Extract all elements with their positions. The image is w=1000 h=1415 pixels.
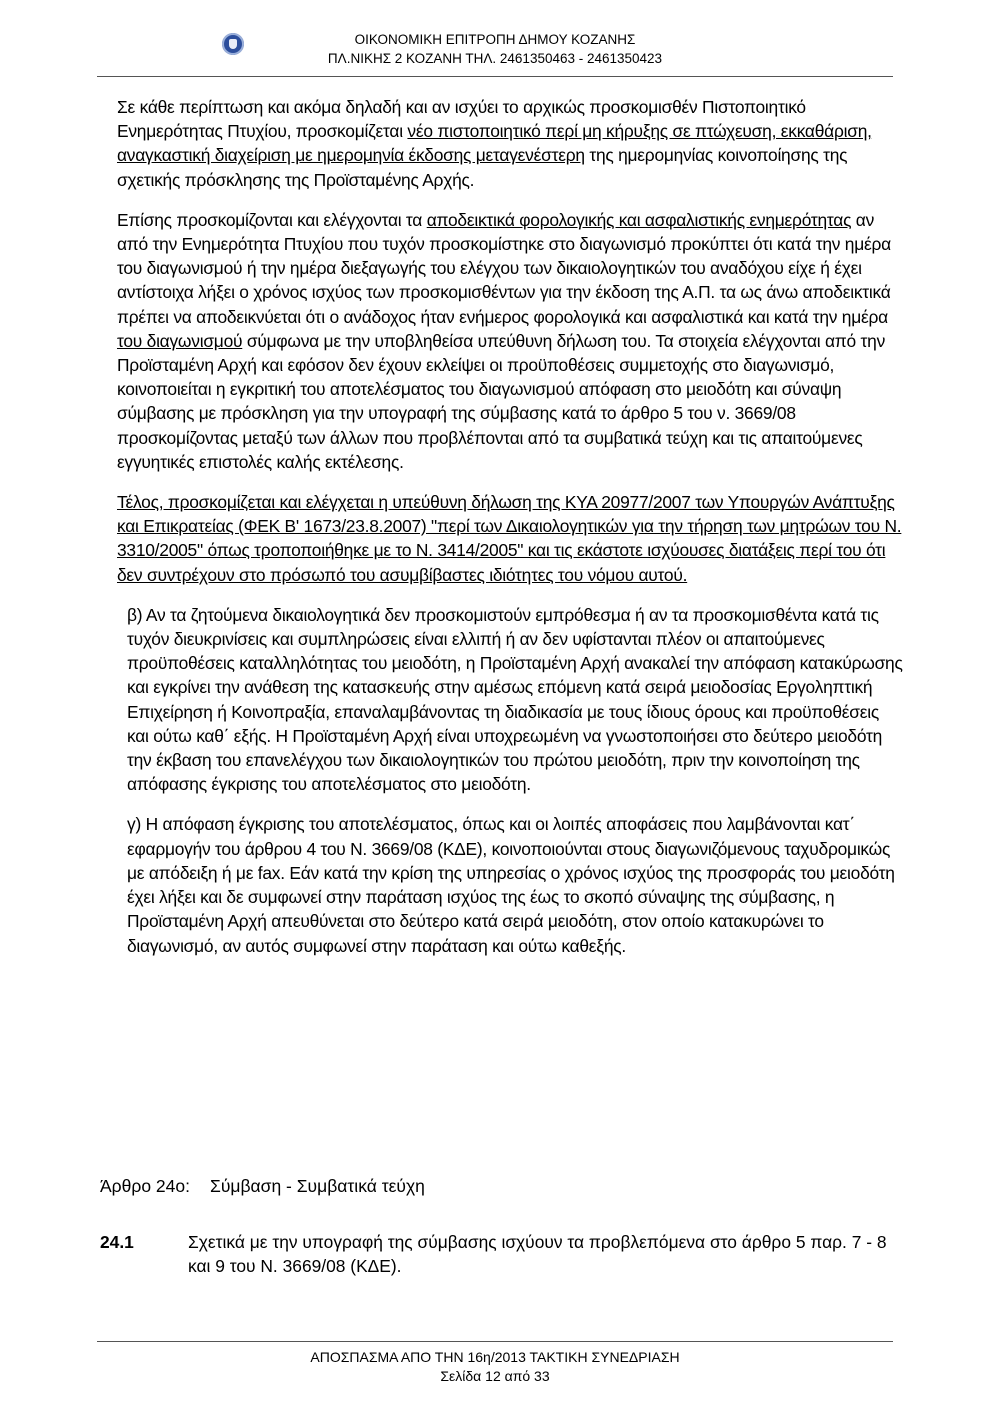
subsection	[100, 1230, 905, 1278]
paragraph-c: γ) Η απόφαση έγκρισης του αποτελέσματος, όπως και οι λοιπές αποφάσεις που λαμβάνονται κατ΄ εφαρμογήν του άρθρου 4 του Ν. 3669/08 (ΚΔΕ), κοινοποιούνται στους διαγωνιζόμενους ταχυδρομικώς με απόδειξη ή με fax. Εάν κατά την κρίση της υπηρεσίας ο χρόνος ισχύος της προσφοράς του μειοδότη έχει λήξει και δε συμφωνεί στην παράταση ισχύος της έως το σκοπό σύναψης της σύμβασης, η Προϊσταμένη Αρχή απευθύνεται στο δεύτερο κατά σειρά μειοδότη, στον οποίο κατακυρώνει το διαγωνισμό, αν αυτός συμφωνεί στην παράταση και ούτω καθεξής.	[127, 814, 895, 956]
footer-divider	[97, 1341, 893, 1342]
underlined-text: αποδεικτικά φορολογικής και ασφαλιστικής ενημερότητας	[426, 209, 852, 230]
page-number: Σελίδα 12 από 33	[440, 1368, 550, 1384]
paragraph-tax-insurance	[117, 208, 903, 474]
paragraph-b: β) Αν τα ζητούμενα δικαιολογητικά δεν προσκομιστούν εμπρόθεσμα ή αν τα προσκομισθέντα κατά τις τυχόν διευκρινίσεις και συμπληρώσεις είναι ελλιπή ή αν δεν υφίστανται πλέον οι απαιτούμενες προϋποθέσεις καταλληλότητας του μειοδότη, η Προϊσταμένη Αρχή ανακαλεί την απόφαση κατακύρωσης και εγκρίνει την ανάθεση της κατασκευής στην αμέσως επόμενη κατά σειρά μειοδοσίας Εργοληπτική Επιχείρηση ή Κοινοπραξία, επαναλαμβάνοντας τη διαδικασία με τους ίδιους όρους και προϋποθέσεις και ούτω καθ΄ εξής. Η Προϊσταμένη Αρχή είναι υποχρεωμένη να γνωστοποιήσει στο δεύτερο μειοδότη την έκβαση του επανελέγχου των δικαιολογητικών του πρώτου μειοδότη, πριν την κοινοποίηση της απόφασης έγκρισης του αποτελέσματος στο μειοδότη.	[127, 604, 903, 795]
page-header	[95, 30, 895, 68]
paragraph-declaration	[117, 490, 903, 587]
article-number: Άρθρο 24ο:	[100, 1176, 190, 1196]
underlined-text: του διαγωνισμού	[117, 330, 243, 351]
header-line-1: ΟΙΚΟΝΟΜΙΚΗ ΕΠΙΤΡΟΠΗ ΔΗΜΟΥ ΚΟΖΑΝΗΣ	[354, 32, 636, 47]
text-run: Σε κάθε περίπτωση και ακόμα δηλαδή και αν ισχύει το αρχικώς προσκομισθέν Πιστοποιητικό Ενημερότητας Πτυχίου, προσκομίζεται	[117, 97, 806, 142]
underlined-text: Τέλος, προσκομίζεται και ελέγχεται η υπεύθυνη δήλωση της ΚΥΑ 20977/2007 των Υπουργών Ανάπτυξης και Επικρατείας (ΦΕΚ Β' 1673/23.8.2007) "περί των Δικαιολογητικών για την τήρηση των μητρώων του Ν. 3310/2005" όπως τροποποιήθηκε με το Ν. 3414/2005" και τις εκάστοτε ισχύουσες διατάξεις περί του ότι δεν συντρέχουν στο πρόσωπό του ασυμβίβαστες ιδιότητες του νόμου αυτού.	[117, 492, 902, 585]
underlined-text: νέο πιστοποιητικό περί μη κήρυξης σε πτώχευση, εκκαθάριση, αναγκαστική διαχείριση με ημερομηνία έκδοσης μεταγενέστερη	[117, 121, 872, 166]
header-divider	[97, 76, 893, 77]
document-body	[117, 95, 903, 974]
text-run: σύμφωνα με την υποβληθείσα υπεύθυνη δήλωση του. Τα στοιχεία ελέγχονται από την Προϊσταμένη Αρχή και εφόσον δεν έχουν εκλείψει οι προϋποθέσεις συμμετοχής στο διαγωνισμό, κοινοποιείται η εγκριτική του αποτελέσματος του διαγωνισμού απόφαση στο μειοδότη και σύναψη σύμβασης με πρόσκληση για την υπογραφή της σύμβασης κατά το άρθρο 5 του ν. 3669/08 προσκομίζοντας μεταξύ των άλλων που προβλέπονται από τα συμβατικά τεύχη και τις απαιτούμενες εγγυητικές επιστολές καλής εκτέλεσης.	[117, 330, 886, 472]
coat-of-arms-icon	[222, 33, 244, 55]
text-run: αν από την Ενημερότητα Πτυχίου που τυχόν προσκομίστηκε στο διαγωνισμό προκύπτει ότι κατά την ημέρα του διαγωνισμού ή την ημέρα διεξαγωγής του ελέγχου των δικαιολογητικών του αναδόχου είχε ή έχει αντίστοιχα λήξει ο χρόνος ισχύος των προσκομισθέντων για την έκδοση της Α.Π. τα ως άνω αποδεικτικά πρέπει να αποδεικνύεται ότι ο ανάδοχος ήταν ενήμερος φορολογικά και ασφαλιστικά και κατά την ημέρα	[117, 209, 891, 327]
subsection-number: 24.1	[100, 1232, 134, 1252]
article-heading	[100, 1176, 425, 1197]
page-footer	[95, 1348, 895, 1386]
footer-line-1: ΑΠΟΣΠΑΣΜΑ ΑΠΟ ΤΗΝ 16η/2013 ΤΑΚΤΙΚΗ ΣΥΝΕΔΡΙΑΣΗ	[310, 1349, 680, 1365]
text-run: Επίσης προσκομίζονται και ελέγχονται τα	[117, 209, 427, 230]
article-title: Σύμβαση - Συμβατικά τεύχη	[210, 1176, 425, 1196]
header-line-2: ΠΛ.ΝΙΚΗΣ 2 ΚΟΖΑΝΗ ΤΗΛ. 2461350463 - 2461350423	[327, 51, 663, 66]
subsection-text: Σχετικά με την υπογραφή της σύμβασης ισχύουν τα προβλεπόμενα στο άρθρο 5 παρ. 7 - 8 και 9 του Ν. 3669/08 (ΚΔΕ).	[188, 1232, 887, 1276]
paragraph-certificate	[117, 95, 903, 192]
text-run: της ημερομηνίας κοινοποίησης της σχετικής πρόσκλησης της Προϊσταμένης Αρχής.	[117, 145, 848, 190]
